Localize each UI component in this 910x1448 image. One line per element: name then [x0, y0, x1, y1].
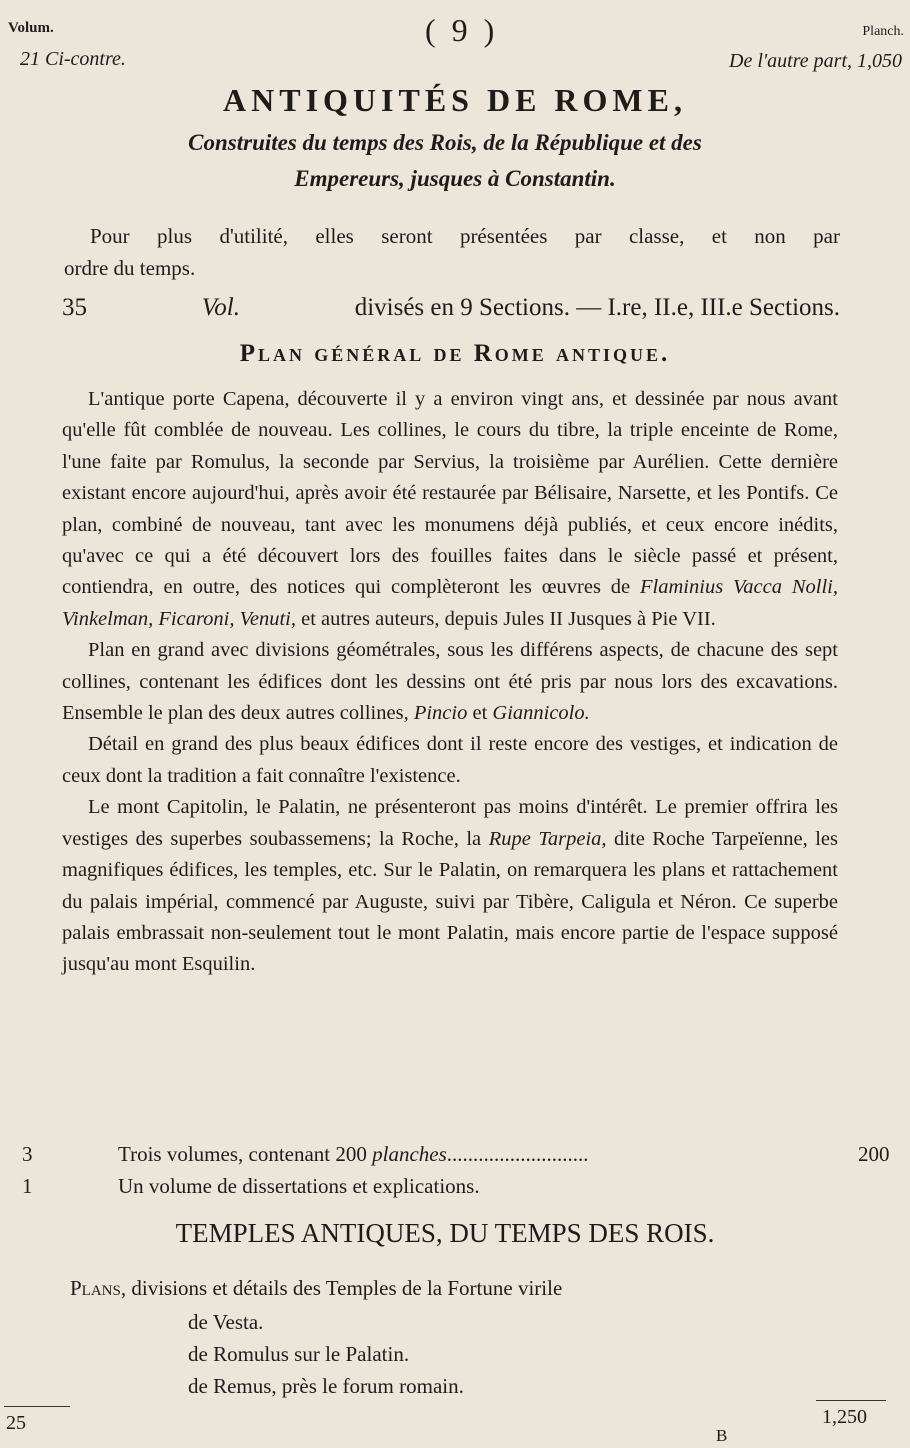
volumes-column-label: Volum. — [8, 20, 54, 36]
signature-mark: B — [716, 1426, 728, 1445]
row-plates-description: Trois volumes, contenant 200 planches........................... — [118, 1142, 589, 1166]
plans-lead: Plans, — [70, 1276, 127, 1300]
temples-heading: TEMPLES ANTIQUES, DU TEMPS DES ROIS. — [175, 1218, 715, 1248]
page-title: ANTIQUITÉS DE ROME, — [223, 82, 687, 118]
temples-line-4: de Remus, près le forum romain. — [188, 1374, 464, 1398]
temples-line-2: de Vesta. — [188, 1310, 264, 1334]
temples-line-3: de Romulus sur le Palatin. — [188, 1342, 410, 1366]
page-number: ( 9 ) — [425, 12, 499, 48]
intro-line-2: ordre du temps. — [64, 256, 196, 280]
hill-name-pincio: Pincio — [413, 702, 468, 725]
sections-text: divisés en 9 Sections. — I.re, II.e, III.e Sections. — [354, 294, 840, 321]
plan-heading: Plan général de Rome antique. — [239, 340, 671, 367]
volumes-abbrev: Vol. — [201, 294, 240, 321]
paragraph-capitolin: Le mont Capitolin, le Palatin, ne présenteront pas moins d'intérêt. Le premier offrira les vestiges des superbes soubassemens; la Roche, la Rupe Tarpeia, dite Roche Tarpeïenne, les magnifiques édifices, les temples, etc. Sur le Palatin, on remarquera les plans et rattachement du palais impérial, commencé par Auguste, suivi par Tibère, Caligula et Néron. Ce superbe palais embrassait non-seulement tout le mont Palatin, mais encore partie de l'espace supposé jusqu'au mont Esquilin. — [62, 796, 839, 976]
plates-column-label: Planch. — [862, 24, 904, 39]
subtitle-line-1: Construites du temps des Rois, de la République et des — [188, 130, 702, 155]
temples-line-1: Plans, divisions et détails des Temples de la Fortune virile — [70, 1276, 563, 1300]
left-total-rule — [4, 1406, 70, 1407]
row-plates-count: 200 — [858, 1142, 890, 1166]
row2-volume-count: 1 — [22, 1174, 33, 1198]
paragraph-plan-en-grand: Plan en grand avec divisions géométrales, sous les différens aspects, de chacune des sept collines, contenant les édifices dont les dessins ont été pris par nous lors des excavations. Ensemble le plan des deux autres collines, Pincio et Giannicolo. — [62, 639, 838, 725]
row-volume-count: 3 — [22, 1142, 33, 1166]
body-text — [62, 384, 838, 981]
volumes-carried-over: 21 Ci-contre. — [20, 48, 126, 70]
row2-description: Un volume de dissertations et explications. — [118, 1174, 480, 1198]
intro-line-1: Pour plus d'utilité, elles seront présentées par classe, et non par — [90, 224, 840, 248]
subtitle-line-2: Empereurs, jusques à Constantin. — [294, 166, 616, 191]
rupe-tarpeia: Rupe Tarpeia, — [488, 827, 607, 850]
hill-name-giannicolo: Giannicolo. — [492, 702, 590, 725]
volumes-summary — [62, 294, 840, 322]
right-total-rule — [816, 1400, 886, 1401]
volumes-count: 35 — [62, 294, 87, 321]
paragraph-porte-capena: L'antique porte Capena, découverte il y a environ vingt ans, et dessinée par nous avant qu'elle fût comblée de nouveau. Les collines, le cours du tibre, la triple enceinte de Rome, l'une faite par Romulus, la seconde par Servius, la troisième par Aurélien. Cette dernière existant encore aujourd'hui, après avoir été restaurée par Bélisaire, Narsette, et les Pontifs. Ce plan, combiné de nouveau, tant avec les monumens déjà publiés, et ceux encore inédits, qu'avec ce qui a été découvert lors des fouilles faites dans le siècle passé et présent, contiendra, en outre, des notices qui complèteront les œuvres de Flaminius Vacca Nolli, Vinkelman, Ficaroni, Venuti, et autres auteurs, depuis Jules II Jusques à Pie VII. — [62, 388, 838, 630]
plates-carried-over: De l'autre part, 1,050 — [729, 50, 902, 72]
author-names: Flaminius Vacca Nolli, Vinkelman, Ficaroni, Venuti, — [62, 576, 838, 630]
volumes-total: 25 — [6, 1412, 26, 1434]
paragraph-detail: Détail en grand des plus beaux édifices dont il reste encore des vestiges, et indication de ceux dont la tradition a fait connaître l'existence. — [62, 733, 838, 787]
plates-total: 1,250 — [822, 1406, 867, 1428]
